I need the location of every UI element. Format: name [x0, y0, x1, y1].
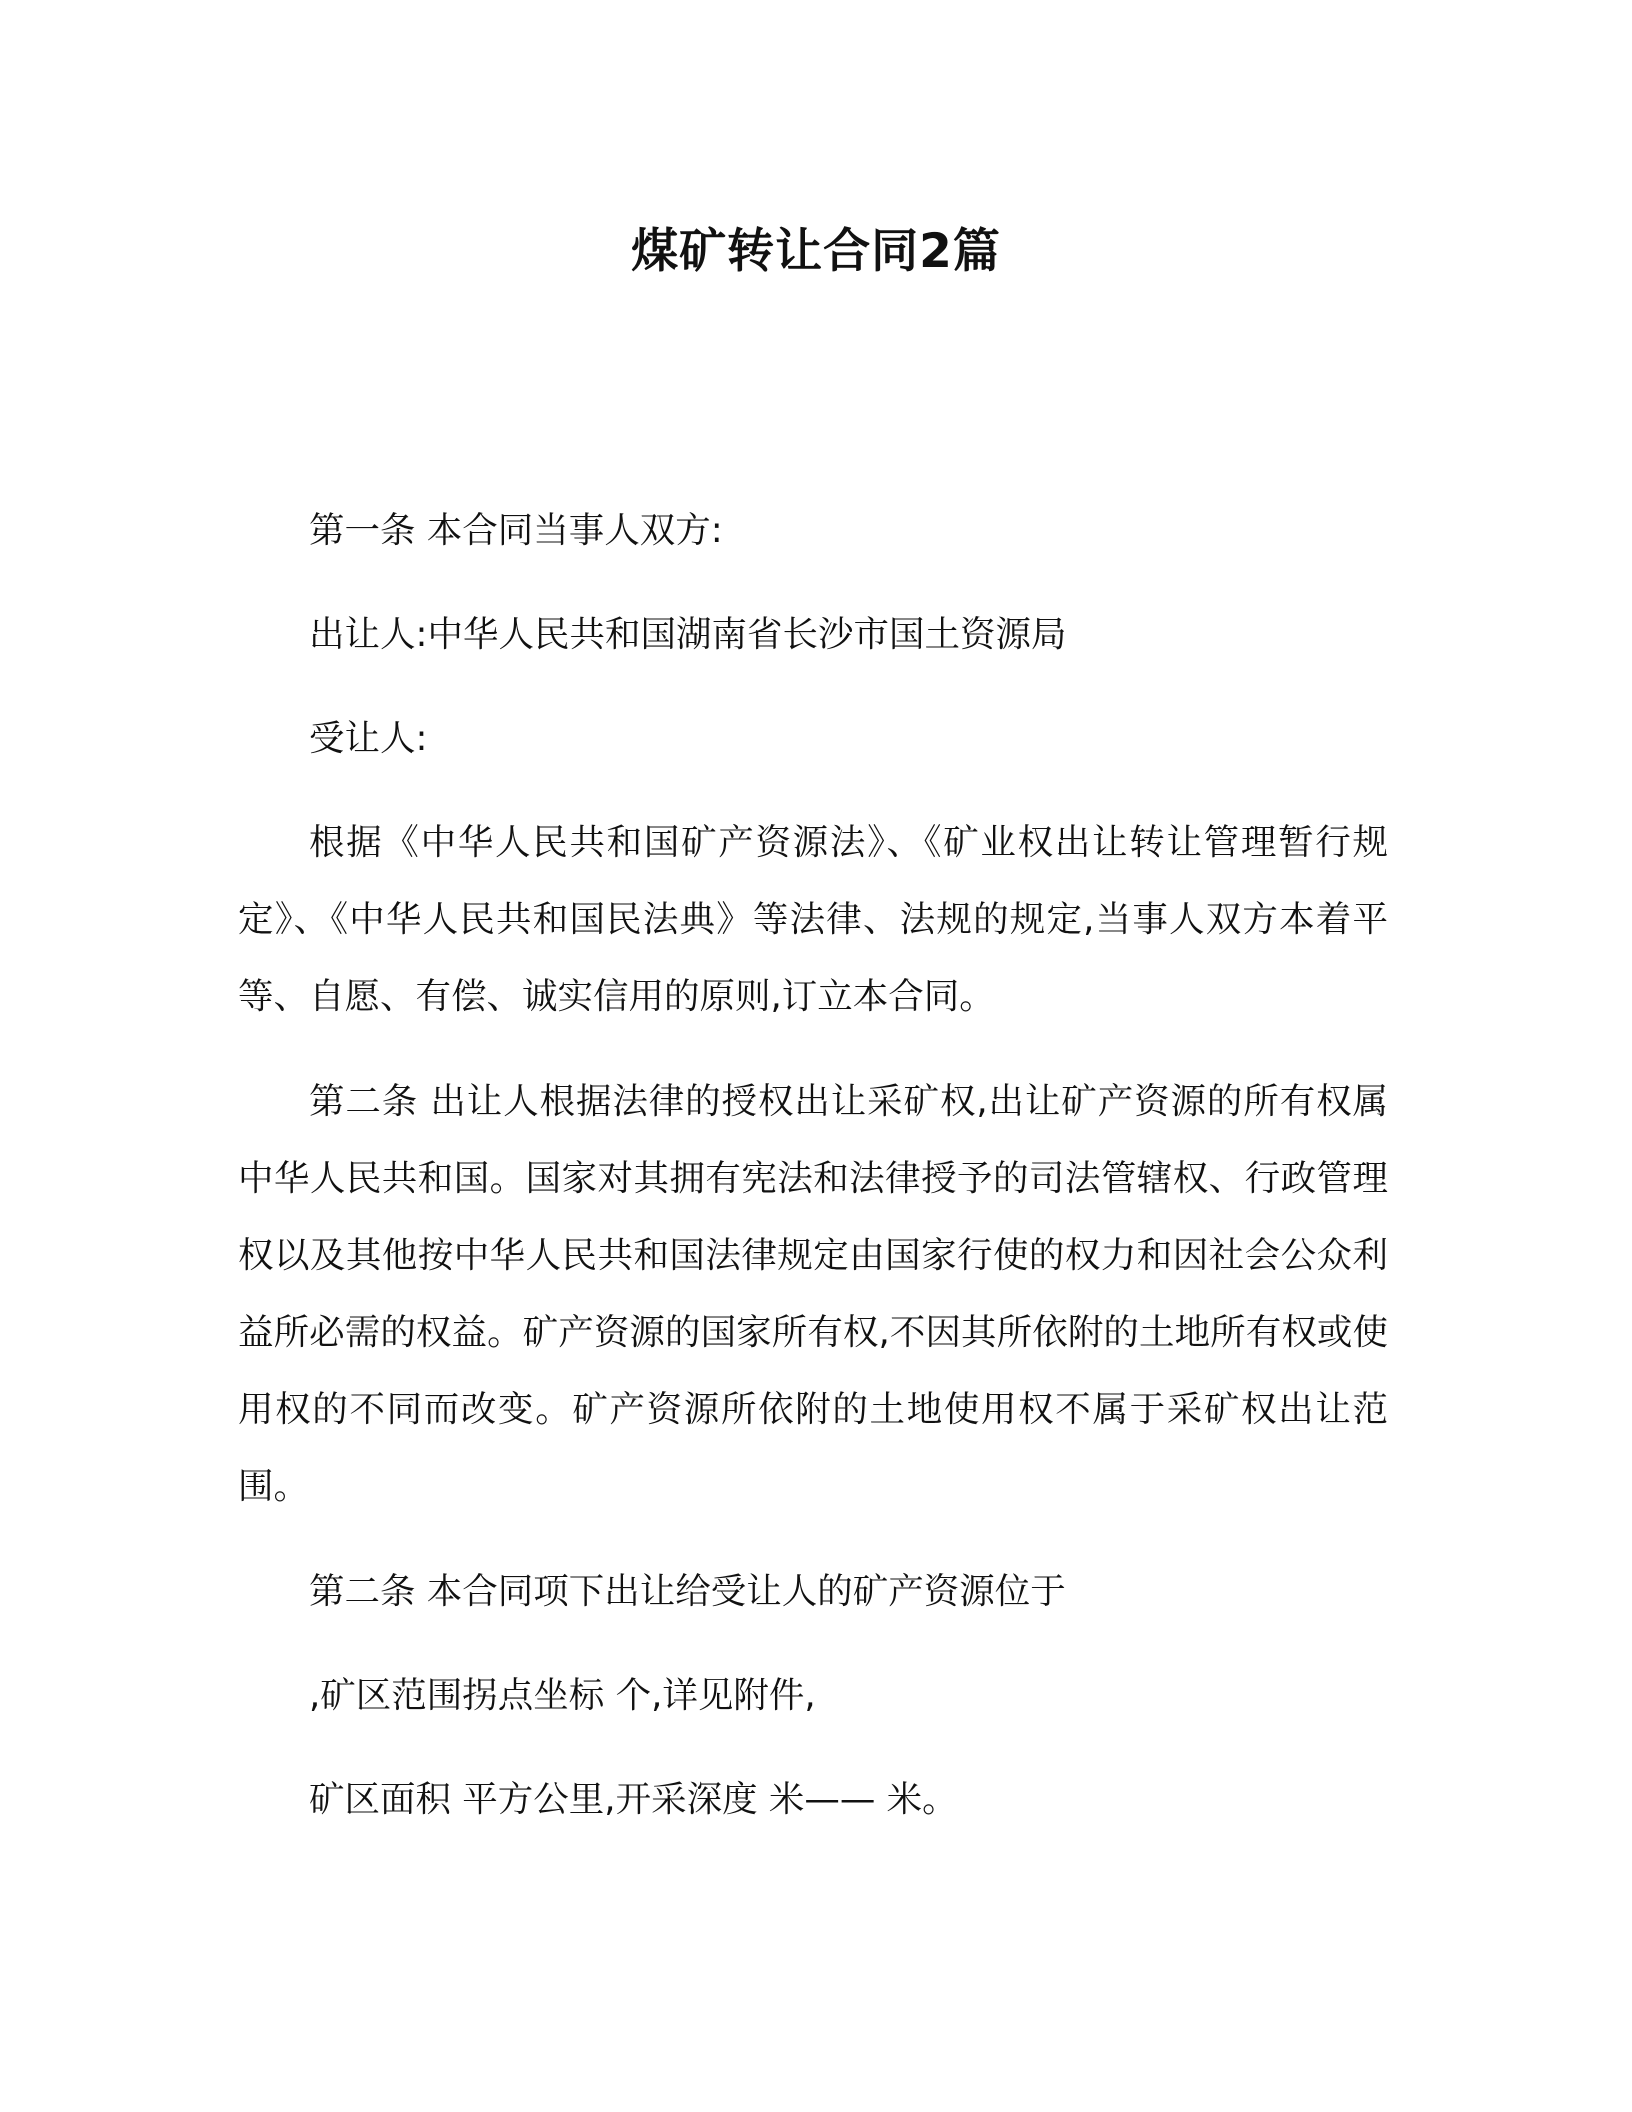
coordinates-line: ,矿区范围拐点坐标 个,详见附件, [309, 1675, 816, 1716]
transferee-line: 受让人: [309, 718, 428, 759]
clause-1-heading: 第一条 本合同当事人双方: [309, 510, 723, 551]
document-body [238, 492, 1388, 1865]
clause-2-paragraph: 第二条 出让人根据法律的授权出让采矿权,出让矿产资源的所有权属中华人民共和国。国家对其拥有宪法和法律授予的司法管辖权、行政管理权以及其他按中华人民共和国法律规定由国家行使的权力和因社会公众利益所必需的权益。矿产资源的国家所有权,不因其所依附的土地所有权或使用权的不同而改变。矿产资源所依附的土地使用权不属于采矿权出让范围。 [238, 1081, 1388, 1507]
document-title: 煤矿转让合同2篇 [631, 224, 1001, 279]
area-depth-line: 矿区面积 平方公里,开采深度 米—— 米。 [309, 1779, 958, 1820]
preamble-paragraph: 根据《中华人民共和国矿产资源法》、《矿业权出让转让管理暂行规定》、《中华人民共和国民法典》等法律、法规的规定,当事人双方本着平等、自愿、有偿、诚实信用的原则,订立本合同。 [238, 822, 1388, 1017]
transferor-line: 出让人:中华人民共和国湖南省长沙市国土资源局 [309, 614, 1067, 655]
clause-2b-paragraph: 第二条 本合同项下出让给受让人的矿产资源位于 [309, 1571, 1066, 1612]
